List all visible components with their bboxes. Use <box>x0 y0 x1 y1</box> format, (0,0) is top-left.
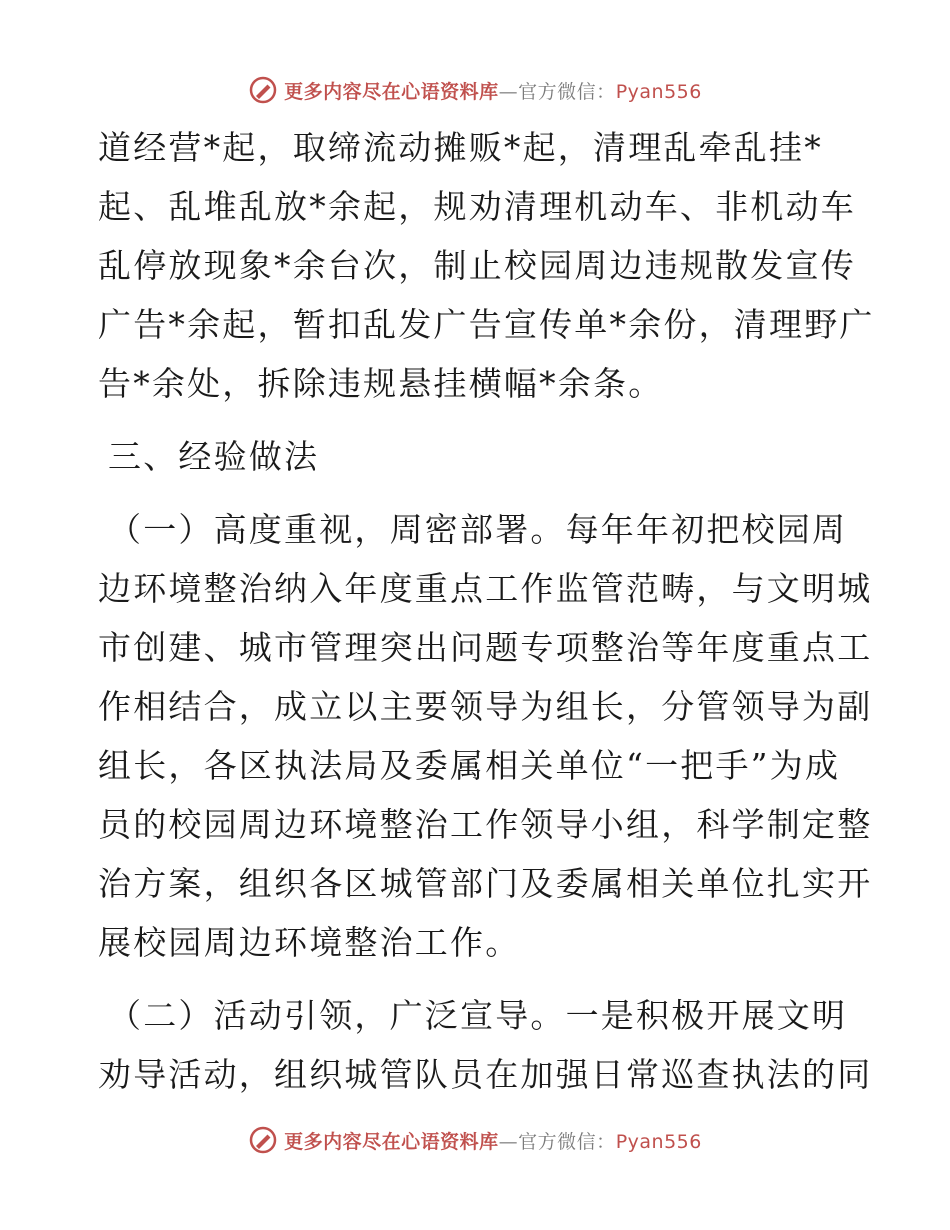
paragraph-1 <box>98 118 875 413</box>
text-line: 起、乱堆乱放*余起，规劝清理机动车、非机动车 <box>98 187 856 226</box>
text-line: 展校园周边环境整治工作。 <box>98 923 521 962</box>
paragraph-2 <box>98 500 873 972</box>
logo-mark-icon <box>248 1125 278 1155</box>
footer-watermark <box>0 1120 950 1160</box>
text-line: （一）高度重视，周密部署。每年年初把校园周 <box>108 510 848 549</box>
paragraph-3 <box>98 986 873 1104</box>
watermark-title: 更多内容尽在心语资料库 <box>284 1130 499 1153</box>
watermark-id: Pyan556 <box>615 80 702 103</box>
text-line: 作相结合，成立以主要领导为组长，分管领导为副 <box>98 687 873 726</box>
text-line: （二）活动引领，广泛宣导。一是积极开展文明 <box>108 996 848 1035</box>
text-line: 广告*余起，暂扣乱发广告宣传单*余份，清理野广 <box>98 305 875 344</box>
text-line: 乱停放现象*余台次，制止校园周边违规散发宣传 <box>98 246 856 285</box>
section-heading: 三、经验做法 <box>108 437 320 476</box>
text-line: 道经营*起，取缔流动摊贩*起，清理乱牵乱挂* <box>98 128 823 167</box>
text-line: 劝导活动，组织城管队员在加强日常巡查执法的同 <box>98 1055 873 1094</box>
watermark-subtitle: 官方微信： <box>518 1130 616 1153</box>
text-line: 边环境整治纳入年度重点工作监管范畴，与文明城 <box>98 569 873 608</box>
text-line: 组长，各区执法局及委属相关单位“一把手”为成 <box>98 746 841 785</box>
watermark-subtitle: 官方微信： <box>518 80 616 103</box>
text-line: 告*余处，拆除违规悬挂横幅*余条。 <box>98 364 664 403</box>
watermark-title: 更多内容尽在心语资料库 <box>284 80 499 103</box>
document-body <box>98 118 875 1104</box>
header-watermark <box>0 70 950 110</box>
text-line: 治方案，组织各区城管部门及委属相关单位扎实开 <box>98 864 873 903</box>
watermark-dash: — <box>498 1130 519 1153</box>
watermark-dash: — <box>498 80 519 103</box>
text-line: 市创建、城市管理突出问题专项整治等年度重点工 <box>98 628 873 667</box>
logo-mark-icon <box>248 75 278 105</box>
text-line: 员的校园周边环境整治工作领导小组，科学制定整 <box>98 805 873 844</box>
watermark-id: Pyan556 <box>615 1130 702 1153</box>
